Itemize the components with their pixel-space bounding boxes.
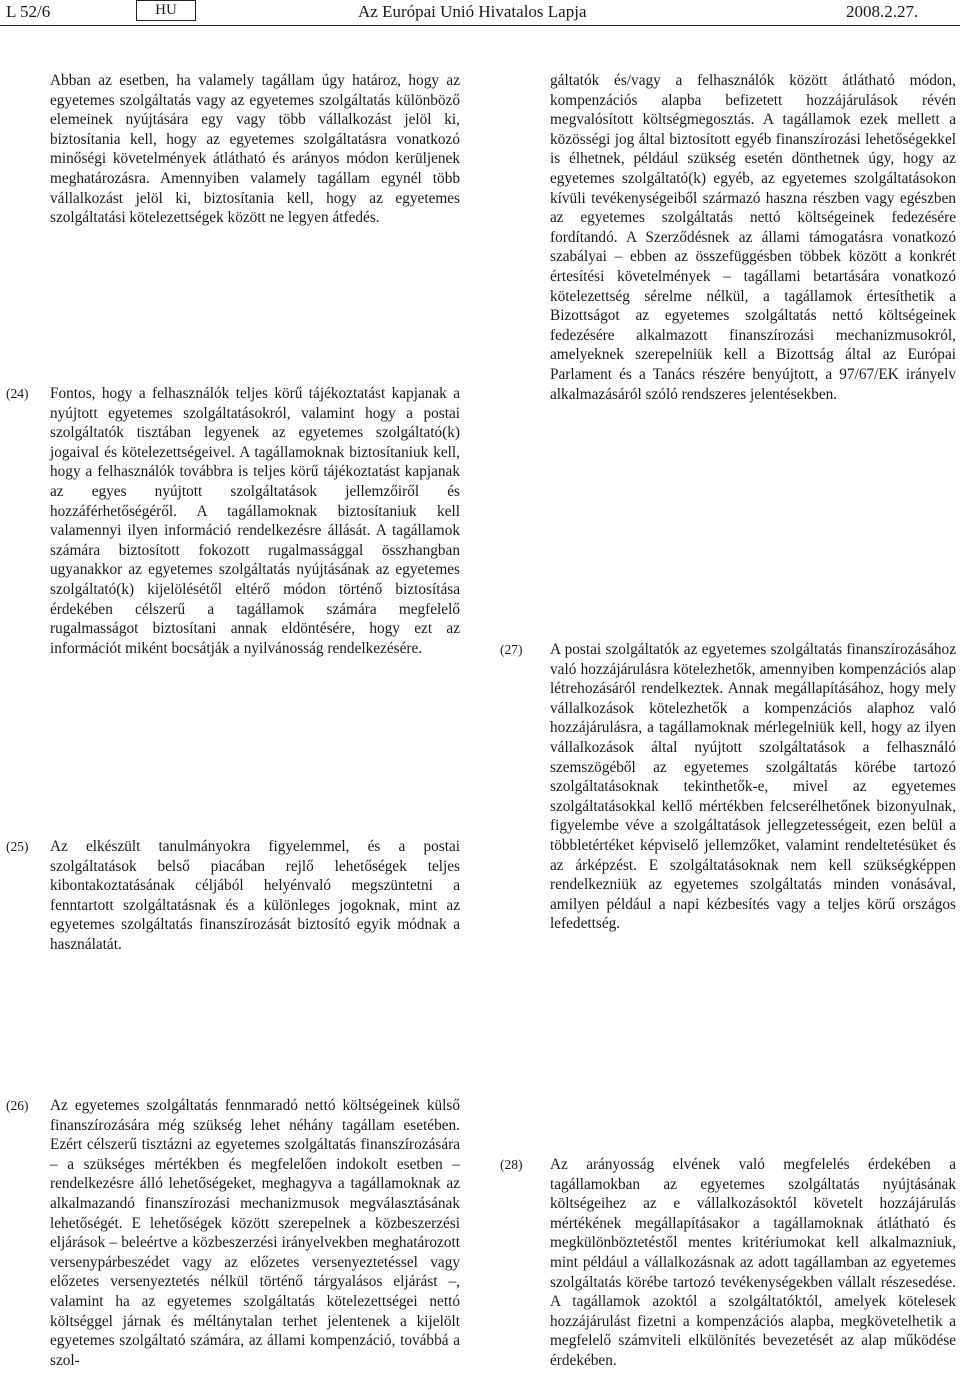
recital-25-text: Az elkészült tanulmányokra figyelemmel, és a postai szolgáltatások belső piacában rejlő lehetőségek teljes kibontakoztatásának céljából helyénvaló megszüntetni a fenntartott szolgáltatásnak és a különleges jogoknak, mint az egyetemes szolgáltatás finanszírozását biztosító egyik módnak a használatát. <box>50 838 460 953</box>
recital-number-26: (26) <box>6 1098 29 1113</box>
recital-number-28: (28) <box>500 1157 523 1172</box>
recital-number-25: (25) <box>6 839 29 854</box>
recital-24 <box>50 384 460 658</box>
language-badge: HU <box>136 0 196 21</box>
recital-number-27: (27) <box>500 642 523 657</box>
recital-25 <box>50 837 460 955</box>
continuation-text: gáltatók és/vagy a felhasználók között átlátható módon, kompenzációs alapba befizetett hozzájárulások révén megvalósított költségmegosztás. A tagállamok ezek mellett a közösségi jog által biztosított egyéb finanszírozási lehetőségekkel is élhetnek, például szükség esetén dönthetnek úgy, hogy az egyetemes szolgáltató(k) egyéb, az egyetemes szolgáltatásokon kívüli tevékenységeiből származó haszna részben vagy egészben az egyetemes szolgáltatás nettó költségeinek fedezésére fordítandó. A Szerződésnek az állami támogatásra vonatkozó szabályai – ebben az összefüggésben többek között a konkrét értesítési követelmények – tagállami betartására vonatkozó kötelezettség sérelme nélkül, a tagállamok értesíthetik a Bizottságot az egyetemes szolgáltatás nettó költségeinek fedezésére alkalmazott finanszírozási mechanizmusokról, amelyeknek szerepelniük kell a Bizottság által az Európai Parlament és a Tanács részére benyújtott, a 97/67/EK irányelv alkalmazásáról szóló rendszeres jelentésekben. <box>550 72 956 403</box>
recital-27-text: A postai szolgáltatók az egyetemes szolgáltatás finanszírozásához való hozzájárulásra kötelezhetők, amennyiben kompenzációs alap létrehozásáról rendelkeztek. Annak megállapításához, hogy mely vállalkozások kötelezhetők a kompenzációs alaphoz való hozzájárulásra, a tagállamoknak mérlegelniük kell, hogy az ilyen vállalkozások által nyújtott szolgáltatások a felhasználó szemszögéből az egyetemes szolgáltatás körébe tartozó szolgáltatásoknak tekinthetők-e, mivel az egyetemes szolgáltatásokkal kellő mértékben felcserélhetőnek bizonyulnak, figyelembe véve a szolgáltatások jellegzetességeit, ezen belül a többletértéket képviselő jellemzőket, valamint rendeltetésüket és az árképzést. E szolgáltatásoknak nem kell szükségképpen rendelkezniük az egyetemes szolgáltatás minden vonásával, amilyen például a napi kézbesítés vagy a teljes körű országos lefedettség. <box>550 641 956 933</box>
intro-paragraph <box>50 71 460 228</box>
page-header <box>0 0 960 28</box>
recital-27 <box>550 640 956 934</box>
intro-text: Abban az esetben, ha valamely tagállam úgy határoz, hogy az egyetemes szolgáltatás vagy az egyetemes szolgáltatás különböző elemeinek nyújtására egy vagy több vállalkozást jelöl ki, biztosítania kell, hogy az egyetemes szolgáltatásra vonatkozó minőségi követelmények átlátható és arányos módon kerüljenek meghatározásra. Amennyiben valamely tagállam egynél több vállalkozást jelöl ki, biztosítania kell, hogy az egyetemes szolgáltatási kötelezettségek között ne legyen átfedés. <box>50 72 460 227</box>
publication-date: 2008.2.27. <box>846 2 919 21</box>
recital-28-text: Az arányosság elvének való megfelelés érdekében a tagállamokban az egyetemes szolgáltatás nyújtásának költségeihez az e vállalkozásoktól követelt hozzájárulás mértékének megállapításakor a tagállamoknak átlátható és megkülönböztetéstől mentes kritériumokat kell alkalmazniuk, mint például a vállalkozásnak az adott tagállamban az egyetemes szolgáltatás körébe tartozó tevékenységekben vállalt részesedése. A tagállamok azoktól a szolgáltatóktól, amelyek kötelesek hozzájárulást fizetni a kompenzációs alapba, megkövetelhetik a megfelelő számviteli elkülönítés bevezetését az alap működése érdekében. <box>550 1156 956 1369</box>
recital-24-text: Fontos, hogy a felhasználók teljes körű tájékoztatást kapjanak a nyújtott egyetemes szolgáltatásokról, valamint hogy a postai szolgáltatók tisztában legyenek az egyetemes szolgáltató(k) jogaival és kötelezettségeivel. A tagállamoknak biztosítaniuk kell, hogy a felhasználók továbbra is teljes körű tájékoztatást kapjanak az egyes nyújtott szolgáltatások jellemzőiről és hozzáférhetőségéről. A tagállamoknak biztosítaniuk kell valamennyi ilyen információ rendelkezésre állását. A tagállamok számára biztosított fokozott rugalmassággal összhangban ugyanakkor az egyetemes szolgáltatás nyújtásának az egyetemes szolgáltató(k) kijelölésétől eltérő módon történő biztosítása érdekében célszerű a tagállamok számára megfelelő rugalmasságot biztosítani annak eldöntésére, hogy ezt az információt miként bocsátják a nyilvánosság rendelkezésére. <box>50 385 460 657</box>
recital-26-text: Az egyetemes szolgáltatás fennmaradó nettó költségeinek külső finanszírozására még szükség lehet néhány tagállam esetében. Ezért célszerű tisztázni az egyetemes szolgáltatás finanszírozására – a szükséges mértékben és megfelelően indokolt esetben – rendelkezésre álló lehetőségeket, meghagyva a tagállamoknak az alkalmazandó finanszírozási mechanizmusok megválasztásának lehetőségét. E lehetőségek között szerepelnek a közbeszerzési eljárások – beleértve a közbeszerzési irányelvekben meghatározott versenypárbeszédet vagy az előzetes versenyeztetéssel vagy előzetes versenyeztetés nélkül történő tárgyalásos eljárást –, valamint ha az egyetemes szolgáltatás kötelezettségei nettó költséggel járnak és méltánytalan terhet jelentenek a kijelölt egyetemes szolgáltató számára, az állami kompenzáció, továbbá a szol- <box>50 1097 460 1369</box>
recital-number-24: (24) <box>6 386 29 401</box>
recital-26 <box>50 1096 460 1370</box>
header-divider <box>0 25 960 26</box>
recital-26-continuation <box>550 71 956 404</box>
journal-title: Az Európai Unió Hivatalos Lapja <box>358 2 587 21</box>
page-number: L 52/6 <box>6 2 51 21</box>
recital-28 <box>550 1155 956 1371</box>
